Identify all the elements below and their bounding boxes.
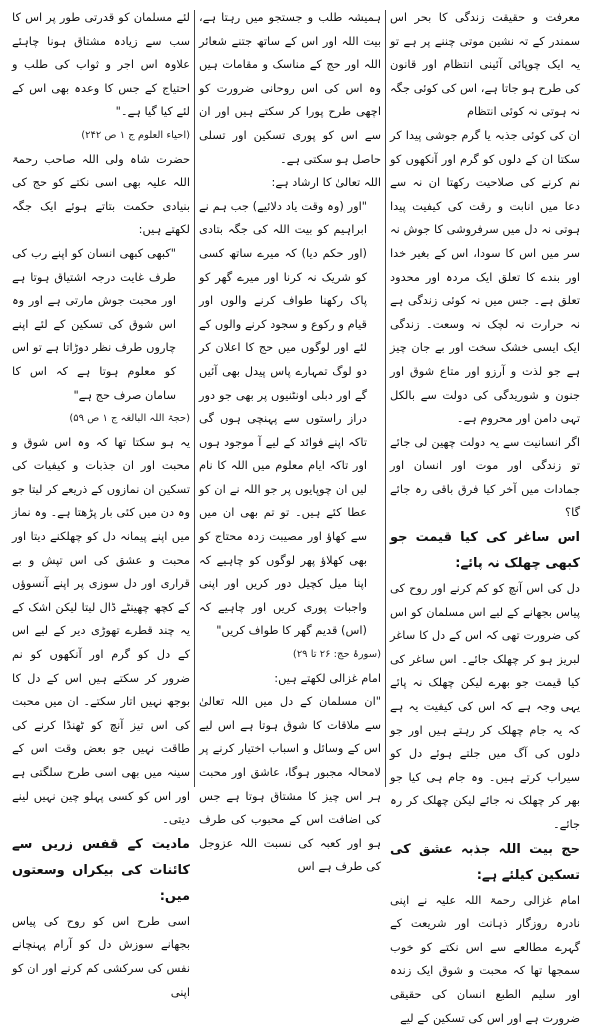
paragraph: لئے مسلمان کو قدرتی طور پر اس کا سب سے زیادہ مشتاق ہونا چاہئے علاوہ اس اجر و ثواب کی طلب و احتیاج کے جس کا وعدہ بھی اس کے لئے کیا گیا ہے۔" <box>12 10 190 119</box>
quoted-passage: "اور (وہ وقت یاد دلائیے) جب ہم نے ابراہیم کو بیت اللہ کی جگہ بتادی (اور حکم دیا) کہ میرے ساتھ کسی کو شریک نہ کرنا اور میرے گھر کو پاک رکھنا طواف کرنے والوں اور قیام و رکوع و سجود کرنے والوں کے لئے اور لوگوں میں حج کا اعلان کر دو لوگ تمہارے پاس پیدل بھی آئیں گے اور دبلی اونٹنیوں پر بھی جو دور دراز راستوں سے پہنچی ہوں گی تاکہ اپنے فوائد کے لیے آ موجود ہوں اور تاکہ ایام معلوم میں اللہ کا نام لیں ان چوپایوں پر جو اللہ نے ان کو عطا کئے ہیں۔ تو تم بھی ان میں سے کھاؤ اور مصیبت زدہ محتاج کو بھی کھلاؤ پھر لوگوں کو چاہیے کہ اپنا میل کچیل دور کریں اور اپنی واجبات پوری کریں اور چاہیے کہ (اس) قدیم گھر کا طواف کریں" <box>199 198 367 638</box>
paragraph: "ان مسلمان کے دل میں اللہ تعالیٰ سے ملاقات کا شوق ہوتا ہے اس لیے اس کے وسائل و اسباب اختیار کرنے پر لامحالہ مجبور ہوگا، عاشق اور محبت ہر اس چیز کا مشتاق ہوتا ہے جس کی اضافت اس کے محبوب کی طرف ہو اور کعبہ کی نسبت اللہ عزوجل کی طرف ہے اس <box>199 694 381 874</box>
column-right <box>386 6 584 1025</box>
paragraph: یہ ہو سکتا تھا کہ وہ اس شوق و محبت اور ان جذبات و کیفیات کی تسکین ان نمازوں کے ذریعے کر لیتا جو وہ دن میں کئی بار پڑھتا ہے۔ وہ نماز میں اپنے پیمانہ دل کو چھلکنے دیتا اور محبت و عشق کی اس تپش و بے قراری اور دل سوزی پر اپنے آنسوؤں کے کچھ چھینٹے ڈال لیتا لیکن اشک کے یہ چند قطرے تھوڑی دیر کے لیے اس کے دل کو گرم اور آنکھوں کو نم ضرور کر سکتے ہیں اس کے دل کا بوجھ نہیں اتار سکتے۔ ان میں محبت کی اس تیز آنچ کو ٹھنڈا کرنے کی طاقت نہیں جو بعض وقت اس کے سینہ میں بھی اسی طرح سلگتی ہے اور اس کو کسی پہلو چین نہیں لینے دیتی۔ <box>12 434 190 827</box>
section-heading: اس ساغر کی کیا قیمت جو کبھی چھلک نہ پائے: <box>390 530 580 572</box>
paragraph: امام غزالی رحمۃ اللہ علیہ نے اپنی نادرہ روزگار ذہانت اور شریعت کے گہرے مطالعے سے اس نکتے کو خوب سمجھا تھا کہ محبت و شوق ایک زندہ اور سلیم الطبع انسان کی حقیقی ضرورت ہے اور اس کی تسکین کے لیے <box>390 892 580 1025</box>
paragraph: ہمیشہ طلب و جستجو میں رہتا ہے، بیت اللہ اور اس کے ساتھ جتنے شعائر اللہ اور حج کے مناسک و مقامات ہیں وہ اس کی اس روحانی ضرورت کو اچھی طرح پورا کر سکتے ہیں اور ان سے اس کو پوری تسکین اور تسلی حاصل ہو سکتی ہے۔ <box>199 10 381 166</box>
source-citation: (حجۃ اللہ البالغہ ج ۱ ص ۵۹) <box>69 413 190 425</box>
paragraph: حضرت شاہ ولی اللہ صاحب رحمۃ اللہ علیہ بھی اسی نکتے کو حج کی بنیادی حکمت بتاتے ہوئے ایک جگہ لکھتے ہیں: <box>12 151 190 237</box>
paragraph: اللہ تعالیٰ کا ارشاد ہے: <box>271 175 381 190</box>
quoted-passage: "کبھی کبھی انسان کو اپنے رب کی طرف غایت درجہ اشتیاق ہوتا ہے اور محبت جوش مارتی ہے اور وہ اس شوق کی تسکین کے لئے اپنے چاروں طرف نظر دوڑاتا ہے تو اس کو معلوم ہوتا ہے کہ اس کا سامان صرف حج ہے" <box>12 245 176 402</box>
section-heading: حج بیت اللہ جذبہ عشق کی تسکین کیلئے ہے: <box>390 841 580 883</box>
paragraph: امام غزالی لکھتے ہیں: <box>274 670 381 685</box>
column-left <box>8 6 194 999</box>
paragraph: معرفت و حقیقت زندگی کا بحر اس سمندر کے تہ نشین موتی چننے پر ہے تو یہ ایک چوپائی آئینی انتظام اور قانون کی طرح ہو جاتا ہے، اس کی کوئی جگہ نہ ہوتی نہ کوئی انتظام <box>390 10 580 119</box>
section-heading: مادیت کے قفس زریں سے کائنات کی بیکراں وسعتوں میں: <box>12 836 190 904</box>
column-middle <box>195 6 385 874</box>
paragraph: اسی طرح اس کو روح کی پیاس بجھانے سوزش دل کو آرام پہنچانے نفس کی سرکشی کم کرنے اور ان کو اپنی <box>12 913 190 999</box>
paragraph: اگر انسانیت سے یہ دولت چھین لی جائے تو زندگی اور موت اور انسان اور جمادات میں آخر کیا فرق باقی رہ جائے گا؟ <box>390 434 580 520</box>
paragraph: ان کی کوئی جذبہ یا گرم جوشی پیدا کر سکتا ان کے دلوں کو گرم اور آنکھوں کو نم کرنے کی صلاحیت رکھتا ان نہ سے دعا میں انابت و رقت کی کیفیت پیدا ہوتی نہ دل میں سرفروشی کا جوش نہ سر میں اس کا سودا، اس کے بغیر خدا اور بندے کا تعلق ایک مردہ اور محدود تعلق ہے۔ جس میں نہ کوئی زندگی ہے نہ حرارت نہ لچک نہ وسعت۔ زندگی ایک ایسی خشک سخت اور بے جان چیز ہے جو لذت و آرزو اور متاع شوق اور جنون و شوریدگی کی دولت سے بالکل تہی دامن اور محروم ہے۔ <box>390 127 580 426</box>
source-citation: (احیاء العلوم ج ۱ ص ۲۴۲) <box>81 129 190 141</box>
source-citation: (سورۂ حج: ۲۶ تا ۲۹) <box>292 649 381 661</box>
paragraph: دل کی اس آنچ کو کم کرنے اور روح کی پیاس بجھانے کے لیے اس مسلمان کو اس کی ضرورت تھی کہ اس کے دل کا ساغر لبریز ہو کر چھلک جائے۔ اس ساغر کی کیا قیمت جو بھرے لیکن چھلک نہ پائے یہی وجہ ہے کہ اس کی کیفیت یہ ہے کہ یہ جام چھلک کر رہتے ہیں اور جو دلوں کی آگ میں جلتے ہوئے دل کو سیراب کرتے ہیں۔ وہ جام ہی کیا جو بھر کر چھلک نہ جائے لیکن چھلک کر رہ جائے۔ <box>390 581 580 831</box>
